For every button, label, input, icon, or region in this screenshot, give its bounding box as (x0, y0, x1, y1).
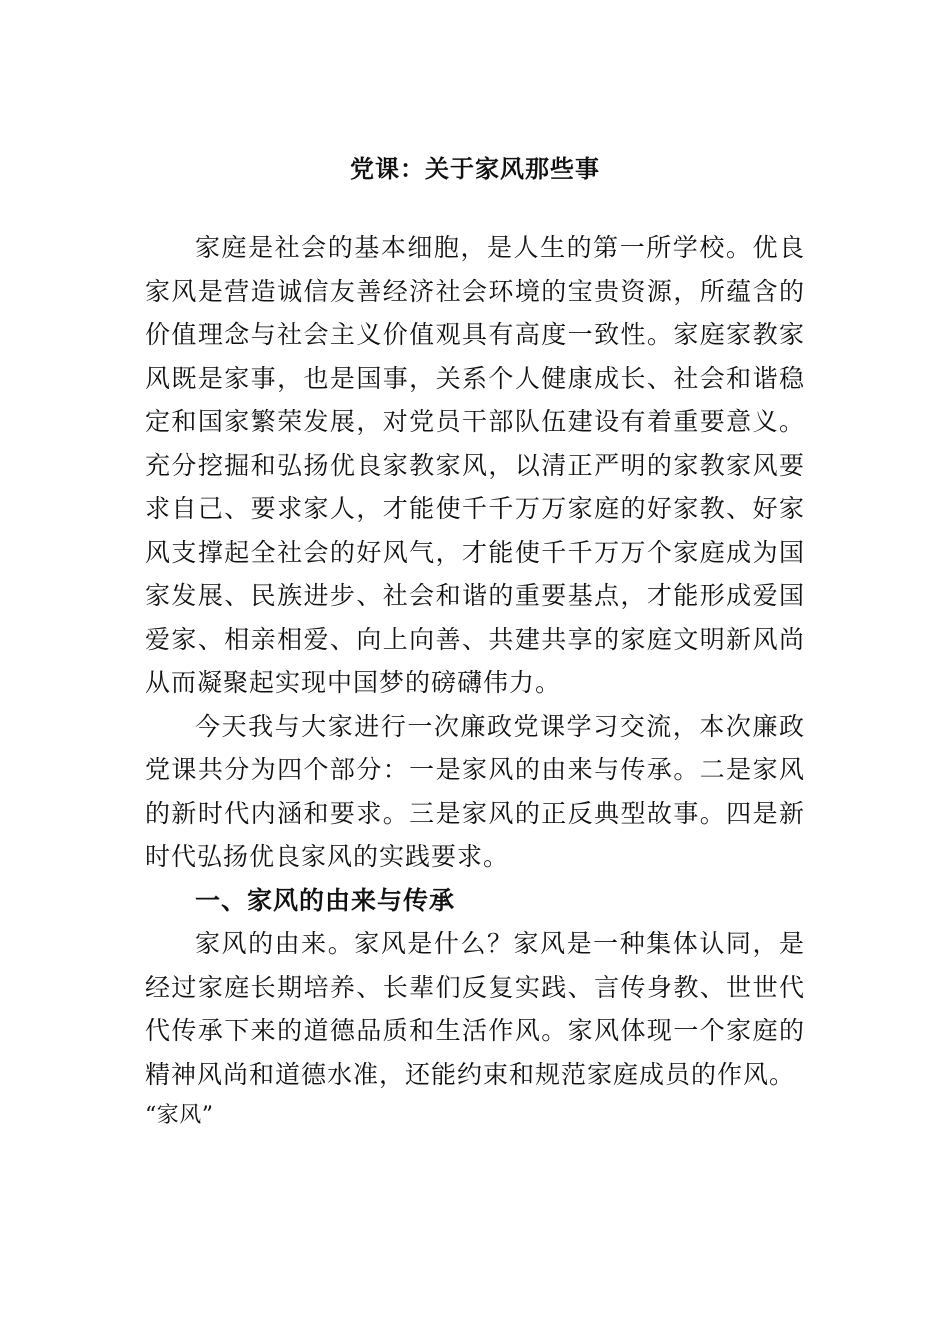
intro-paragraph: 家庭是社会的基本细胞，是人生的第一所学校。优良家风是营造诚信友善经济社会环境的宝贵资源，所蕴含的价值理念与社会主义价值观具有高度一致性。家庭家教家风既是家事，也是国事，关系个人健康成长、社会和谐稳定和国家繁荣发展，对党员干部队伍建设有着重要意义。充分挖掘和弘扬优良家教家风，以清正严明的家教家风要求自己、要求家人，才能使千千万万家庭的好家教、好家风支撑起全社会的好风气，才能使千千万万个家庭成为国家发展、民族进步、社会和谐的重要基点，才能形成爱国爱家、相亲相爱、向上向善、共建共享的家庭文明新风尚从而凝聚起实现中国梦的磅礴伟力。 (145, 233, 805, 697)
section-heading: 一、家风的由来与传承 (195, 885, 456, 915)
outline-paragraph: 今天我与大家进行一次廉政党课学习交流，本次廉政党课共分为四个部分：一是家风的由来与传承。二是家风的新时代内涵和要求。三是家风的正反典型故事。四是新时代弘扬优良家风的实践要求。 (145, 711, 805, 871)
section-paragraph: 家风的由来。家风是什么？家风是一种集体认同，是经过家庭长期培养、长辈们反复实践、言传身教、世世代代传承下来的道德品质和生活作风。家风体现一个家庭的精神风尚和道德水准，还能约束和规范家庭成员的作风。 (145, 929, 805, 1089)
trailing-quote: “家风” (145, 1103, 214, 1128)
document-body (145, 148, 805, 1136)
document-title: 党课：关于家风那些事 (350, 154, 600, 183)
